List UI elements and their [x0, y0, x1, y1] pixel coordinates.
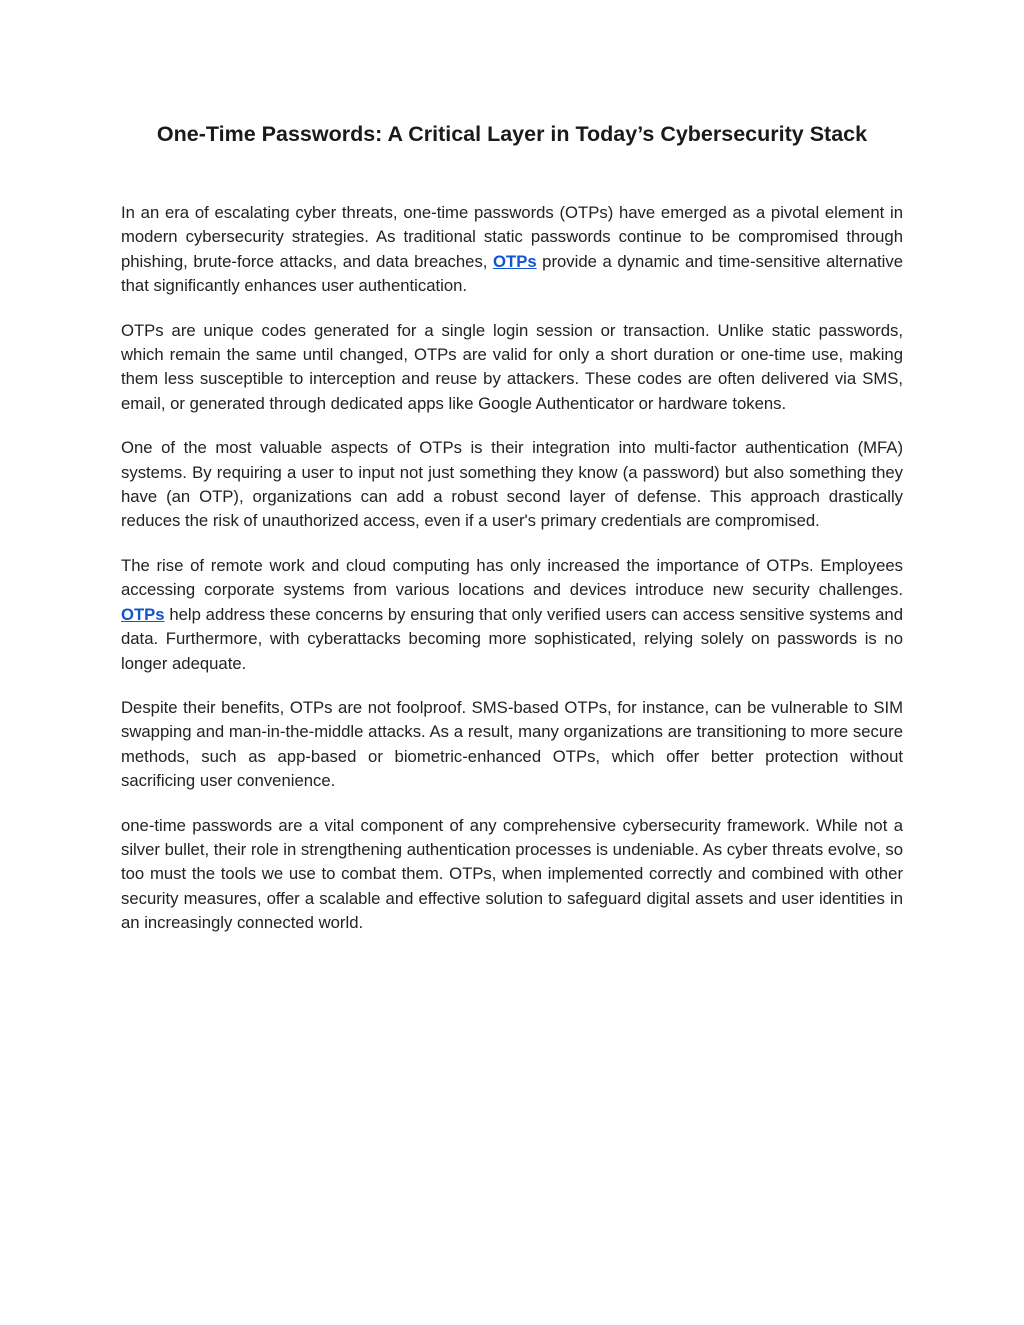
document-title: One-Time Passwords: A Critical Layer in Today’s Cybersecurity Stack [156, 122, 868, 146]
paragraph-limitations: Despite their benefits, OTPs are not foolproof. SMS-based OTPs, for instance, can be vulnerable to SIM swapping and man-in-the-middle attacks. As a result, many organizations are transitioning to more secure methods, such as app-based or biometric-enhanced OTPs, which offer better protection without sacrificing user convenience. [121, 697, 903, 791]
paragraph-intro [121, 201, 903, 299]
paragraph-text: The rise of remote work and cloud computing has only increased the importance of OTPs. Employees accessing corporate systems from various locations and devices introduce new security challenges. [121, 555, 903, 600]
paragraph-text: provide a dynamic and time-sensitive alternative that significantly enhances user authentication. [121, 251, 904, 296]
document-body [121, 201, 903, 956]
paragraph-definition: OTPs are unique codes generated for a single login session or transaction. Unlike static passwords, which remain the same until changed, OTPs are valid for only a short duration or one-time use, making them less susceptible to interception and reuse by attackers. These codes are often delivered via SMS, email, or generated through dedicated apps like Google Authenticator or hardware tokens. [121, 320, 903, 413]
paragraph-text: In an era of escalating cyber threats, one-time passwords (OTPs) have emerged as a pivotal element in modern cybersecurity strategies. As traditional static passwords continue to be compromised through phishing, brute-force attacks, and data breaches, [121, 203, 903, 271]
paragraph-remote-work [121, 554, 903, 676]
paragraph-mfa: One of the most valuable aspects of OTPs is their integration into multi-factor authentication (MFA) systems. By requiring a user to input not just something they know (a password) but also something they have (an OTP), organizations can add a robust second layer of defense. This approach drastically reduces the risk of unauthorized access, even if a user's primary credentials are compromised. [121, 438, 903, 531]
paragraph-text: help address these concerns by ensuring that only verified users can access sensitive systems and data. Furthermore, with cyberattacks becoming more sophisticated, relying solely on passwords is no longer adequate. [121, 604, 903, 673]
paragraph-conclusion: one-time passwords are a vital component of any comprehensive cybersecurity framework. While not a silver bullet, their role in strengthening authentication processes is undeniable. As cyber threats evolve, so too must the tools we use to combat them. OTPs, when implemented correctly and combined with other security measures, offer a scalable and effective solution to safeguard digital assets and user identities in an increasingly connected world. [121, 815, 903, 933]
otps-link[interactable]: OTPs [121, 604, 165, 624]
otps-link[interactable]: OTPs [493, 251, 537, 271]
